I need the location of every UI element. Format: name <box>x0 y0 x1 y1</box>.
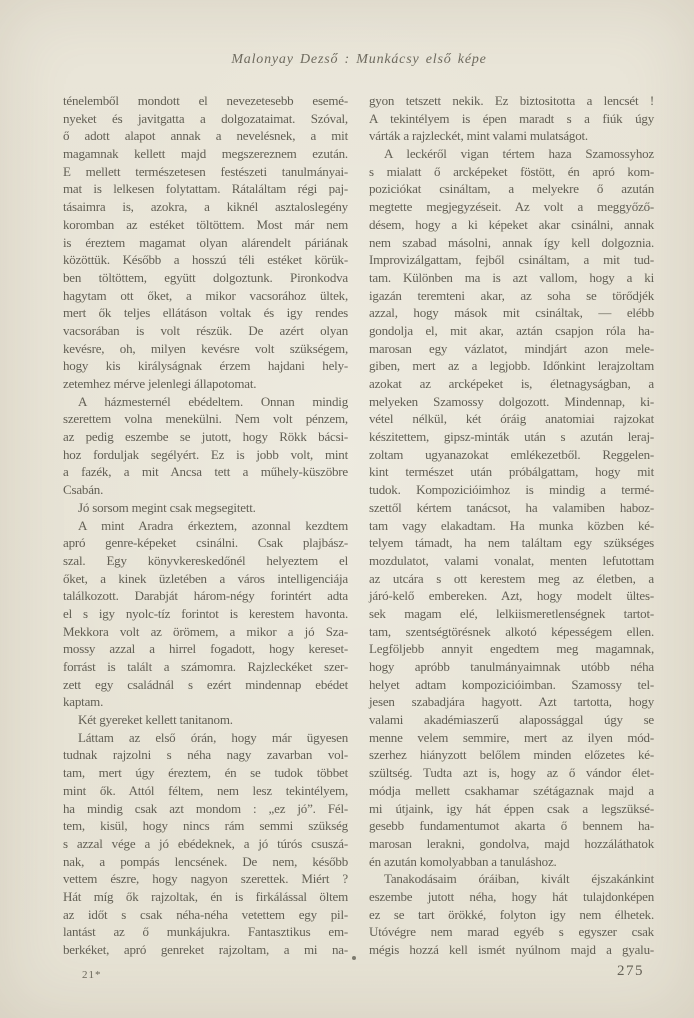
text-line: hogy apróbb tanulmányaimnak utóbb néha <box>369 659 654 674</box>
text-line: el s igy nyolc-tíz forintot is kerestem havonta. <box>63 605 348 621</box>
text-line: vétel nélkül, két óráig anatomiai rajzokat <box>369 411 654 427</box>
text-line: mint ők. Attól féltem, nem lesz tekintélyem, <box>63 782 348 798</box>
text-line: szültség. Tudta azt is, hogy az ő vándor élet- <box>369 765 654 781</box>
text-line: hogy kis királyságnak érzem hajdani hely- <box>63 358 348 374</box>
text-line: A leckéről vigan tértem haza Szamossyhoz <box>384 146 654 162</box>
text-line: gesebb fundamentumot akarta ő bennem ha- <box>369 818 654 834</box>
text-line: várták a rajzleckét, mint valami mulatságot. <box>369 128 588 144</box>
text-line: poziciókat csináltam, a melyekre ő azután <box>369 181 654 197</box>
text-line: készitettem, gipsz-minták után s azután leraj- <box>369 429 654 445</box>
text-line: nyeket és javitgatta a dolgozataimat. Szóval, <box>63 110 348 126</box>
text-line: az pedig eszembe se jutott, hogy Rökk bácsi- <box>63 429 348 445</box>
text-line: ez se tart örökké, folyton igy nem élhetek. <box>369 906 654 922</box>
text-line: ha mindig csak azt mondom : „ez jó”. Fél- <box>63 800 348 816</box>
text-line: telyem támadt, ha nem találtam egy szükséges <box>369 535 654 551</box>
text-line: ben töltöttem, együtt dolgoztunk. Pironkodva <box>63 269 348 285</box>
text-line: magamnak kellett majd megszereznem ezután. <box>63 146 348 162</box>
text-line: ő adott alapot annak a nevelésnek, a mit <box>63 128 348 144</box>
text-line: mozdulatot, valami vonalat, menten lefutottam <box>369 552 654 568</box>
text-line: kaptam. <box>63 694 104 710</box>
text-line: A házmesternél ebédeltem. Onnan mindig <box>78 393 348 409</box>
text-line: tam vagy elakadtam. Ha munka közben ké- <box>369 517 654 533</box>
text-line: zett egy családnál s ezért mindennap ebédet <box>63 676 348 692</box>
text-line: berkéket, apró genreket rajzoltam, a mi na- <box>63 942 348 957</box>
text-line: lantást az ő munkájukra. Fantasztikus em- <box>63 924 348 940</box>
text-line: megtette megjegyzéseit. Az volt a meggyőző- <box>369 199 654 215</box>
text-line: s azzal vége a jó ebédeknek, a jó túrós csuszá- <box>63 835 348 851</box>
two-column-text-block <box>63 92 655 959</box>
text-line: ténelemből mondott el nevezetesebb esemé- <box>63 93 348 108</box>
text-line: Két gyereket kellett tanitanom. <box>78 712 233 728</box>
text-line: közöttük. Később a hosszú téli estéket körük- <box>63 252 348 268</box>
text-line: gondolja el, mit akar, aztán csapjon róla ha- <box>369 322 654 338</box>
text-column-left <box>63 92 348 959</box>
page-number: 275 <box>617 963 644 979</box>
text-line: módja mellett csakhamar szétágaznak majd a <box>369 782 654 798</box>
text-line: mossy azzal a hirrel fogadott, hogy kereset- <box>63 641 348 657</box>
text-line: azzal, hogy mások mit csináltak, — elébb <box>369 305 654 321</box>
text-line: giben, mert az a legjobb. Időnkint lerajzoltam <box>369 358 654 374</box>
text-line: azokat az arcképeket is, életnagyságban, a <box>369 376 654 391</box>
text-line: marosan egy vázlatot, mindjárt azon mele- <box>369 340 654 356</box>
text-line: tudnak rajzolni s néha nagy zavarban vol- <box>63 747 348 763</box>
text-line: őket, a kinek üzletében a város intelligenciája <box>63 570 348 586</box>
text-line: az időt s csak néha-néha vetettem egy pil- <box>63 906 348 922</box>
text-line: szal. Egy könyvkereskedőnél helyeztem el <box>63 552 348 568</box>
text-line: valami akadémiaszerű alapossággal úgy se <box>369 712 654 728</box>
text-line: Legföljebb annyit engedtem meg magamnak, <box>369 641 654 657</box>
text-line: mat is lelkesen folytattam. Rátaláltam régi paj- <box>63 181 348 197</box>
text-line: tásaimra is, azokra, a kiknél asztaloslegény <box>63 199 348 215</box>
text-line: járó-kelő embereken. Azt, hogy modelt ültes- <box>369 588 654 604</box>
text-line: melyeken Szamossy dolgozott. Mindennap, ki- <box>369 393 654 409</box>
text-line: Improvizálgattam, fejből csináltam, a mit tud- <box>369 252 654 268</box>
text-line: mi útjaink, igy hát éppen csak a legszüksé- <box>369 800 654 816</box>
text-line: désem, hogy a ki képeket akar csinálni, annak <box>369 216 654 232</box>
text-line: Csabán. <box>63 482 104 498</box>
text-line: eszembe jutott néha, hogy hát tulajdonképen <box>369 888 654 904</box>
text-line: vacsorában is volt részük. De azért olyan <box>63 322 348 338</box>
text-line: is éreztem magamat olyan alárendelt páriának <box>63 234 348 250</box>
text-line: kint természet után próbálgattam, hogy mit <box>369 464 654 480</box>
text-line: Jó sorsom megint csak megsegitett. <box>78 499 256 515</box>
text-line: marosan lerakni, gondolva, majd hozzáláthatok <box>369 835 654 851</box>
text-line: Tanakodásaim óráiban, kivált éjszakánkint <box>384 871 654 887</box>
running-header: Malonyay Dezső : Munkácsy első képe <box>231 52 487 67</box>
text-line: szerettem volna menekülni. Nem volt pénzem, <box>63 411 348 427</box>
text-line: hoz forduljak segélyért. Ez is jobb volt, mint <box>63 446 348 462</box>
text-line: tam, szentségtörésnek alkotó képességem ellen. <box>369 623 654 639</box>
text-line: nak, a pompás lencsének. De nem, később <box>63 853 348 869</box>
text-line: apró genre-képeket csinálni. Csak plajbász- <box>63 535 348 551</box>
text-line: mert ők teljes ellátáson voltak és igy rendes <box>63 305 348 321</box>
text-line: szettől kértem tanácsot, ha valamiben haboz- <box>369 499 654 515</box>
text-line: menne velem semmire, mert az ilyen mód- <box>369 729 654 745</box>
text-line: helyet adtam kompozicióimban. Szamossy tel- <box>369 676 654 692</box>
text-line: E mellett természetesen festészeti tanulmányai- <box>63 163 348 179</box>
text-line: hagytam ott őket, a mikor vacsorához ültek, <box>63 287 348 303</box>
text-line: igazán teremteni akar, az soha se törődjék <box>369 287 654 303</box>
text-line: szerhez hiányzott belőlem minden előzetes ké- <box>369 747 654 763</box>
text-line: zoltam ugyanazokat emlékezetből. Reggelen- <box>369 446 654 462</box>
text-line: gyon tetszett nekik. Ez biztositotta a lencsét ! <box>369 93 654 108</box>
text-line: a fazék, a mit Ancsa tett a műhely-küszöbre <box>63 464 348 480</box>
text-line: tam, mert úgy éreztem, én se tudok többet <box>63 765 348 781</box>
text-line: Hát míg ők rajzoltak, én is firkálással öltem <box>63 888 348 904</box>
ink-dot-artifact <box>352 956 356 960</box>
text-line: kevésre, oh, milyen kevésre volt szükségem, <box>63 340 348 356</box>
text-line: tam. Különben ma is azt vallom, hogy a ki <box>369 269 654 285</box>
text-line: az utcára s ott kerestem meg az életben, a <box>369 570 654 586</box>
text-line: zetemhez mérve jelenlegi állapotomat. <box>63 376 257 391</box>
text-line: sek magam elé, lelkiismeretlenségnek tartot- <box>369 605 654 621</box>
text-line: A tekintélyem is épen maradt s a fiúk úgy <box>369 110 654 126</box>
signature-mark: 21* <box>82 969 102 981</box>
text-line: Láttam az első órán, hogy már ügyesen <box>78 729 348 745</box>
text-line: tem, kisül, hogy nincs rám semmi szükség <box>63 818 348 834</box>
text-line: találkozott. Darabját három-négy forintért adta <box>63 588 348 604</box>
text-line: jesen szabadjára hagyott. Azt tartotta, hogy <box>369 694 654 710</box>
text-line: s mialatt ő arcképeket föstött, én apró kom- <box>369 163 654 179</box>
text-line: vettem észre, hogy nagyon szerettek. Miért ? <box>63 871 348 887</box>
text-line: nem szabad másolni, annak így kell dolgoznia. <box>369 234 654 250</box>
text-column-right <box>369 92 654 959</box>
text-line: tudok. Kompozicióimhoz is mindig a termé- <box>369 482 654 498</box>
text-line: Utóvégre nem marad egyéb s egyszer csak <box>369 924 654 940</box>
text-line: mégis hozzá kell ismét nyúlnom majd a gyalu- <box>369 942 654 957</box>
text-line: forrást is talált a számomra. Rajzleckéket szer- <box>63 659 348 674</box>
text-line: koromban az estéket töltöttem. Most már nem <box>63 216 348 232</box>
text-line: Mekkora volt az örömem, a mikor a jó Sza- <box>63 623 348 639</box>
text-line: én azután komolyabban a tanuláshoz. <box>369 853 557 869</box>
text-line: A mint Aradra érkeztem, azonnal kezdtem <box>78 517 348 533</box>
